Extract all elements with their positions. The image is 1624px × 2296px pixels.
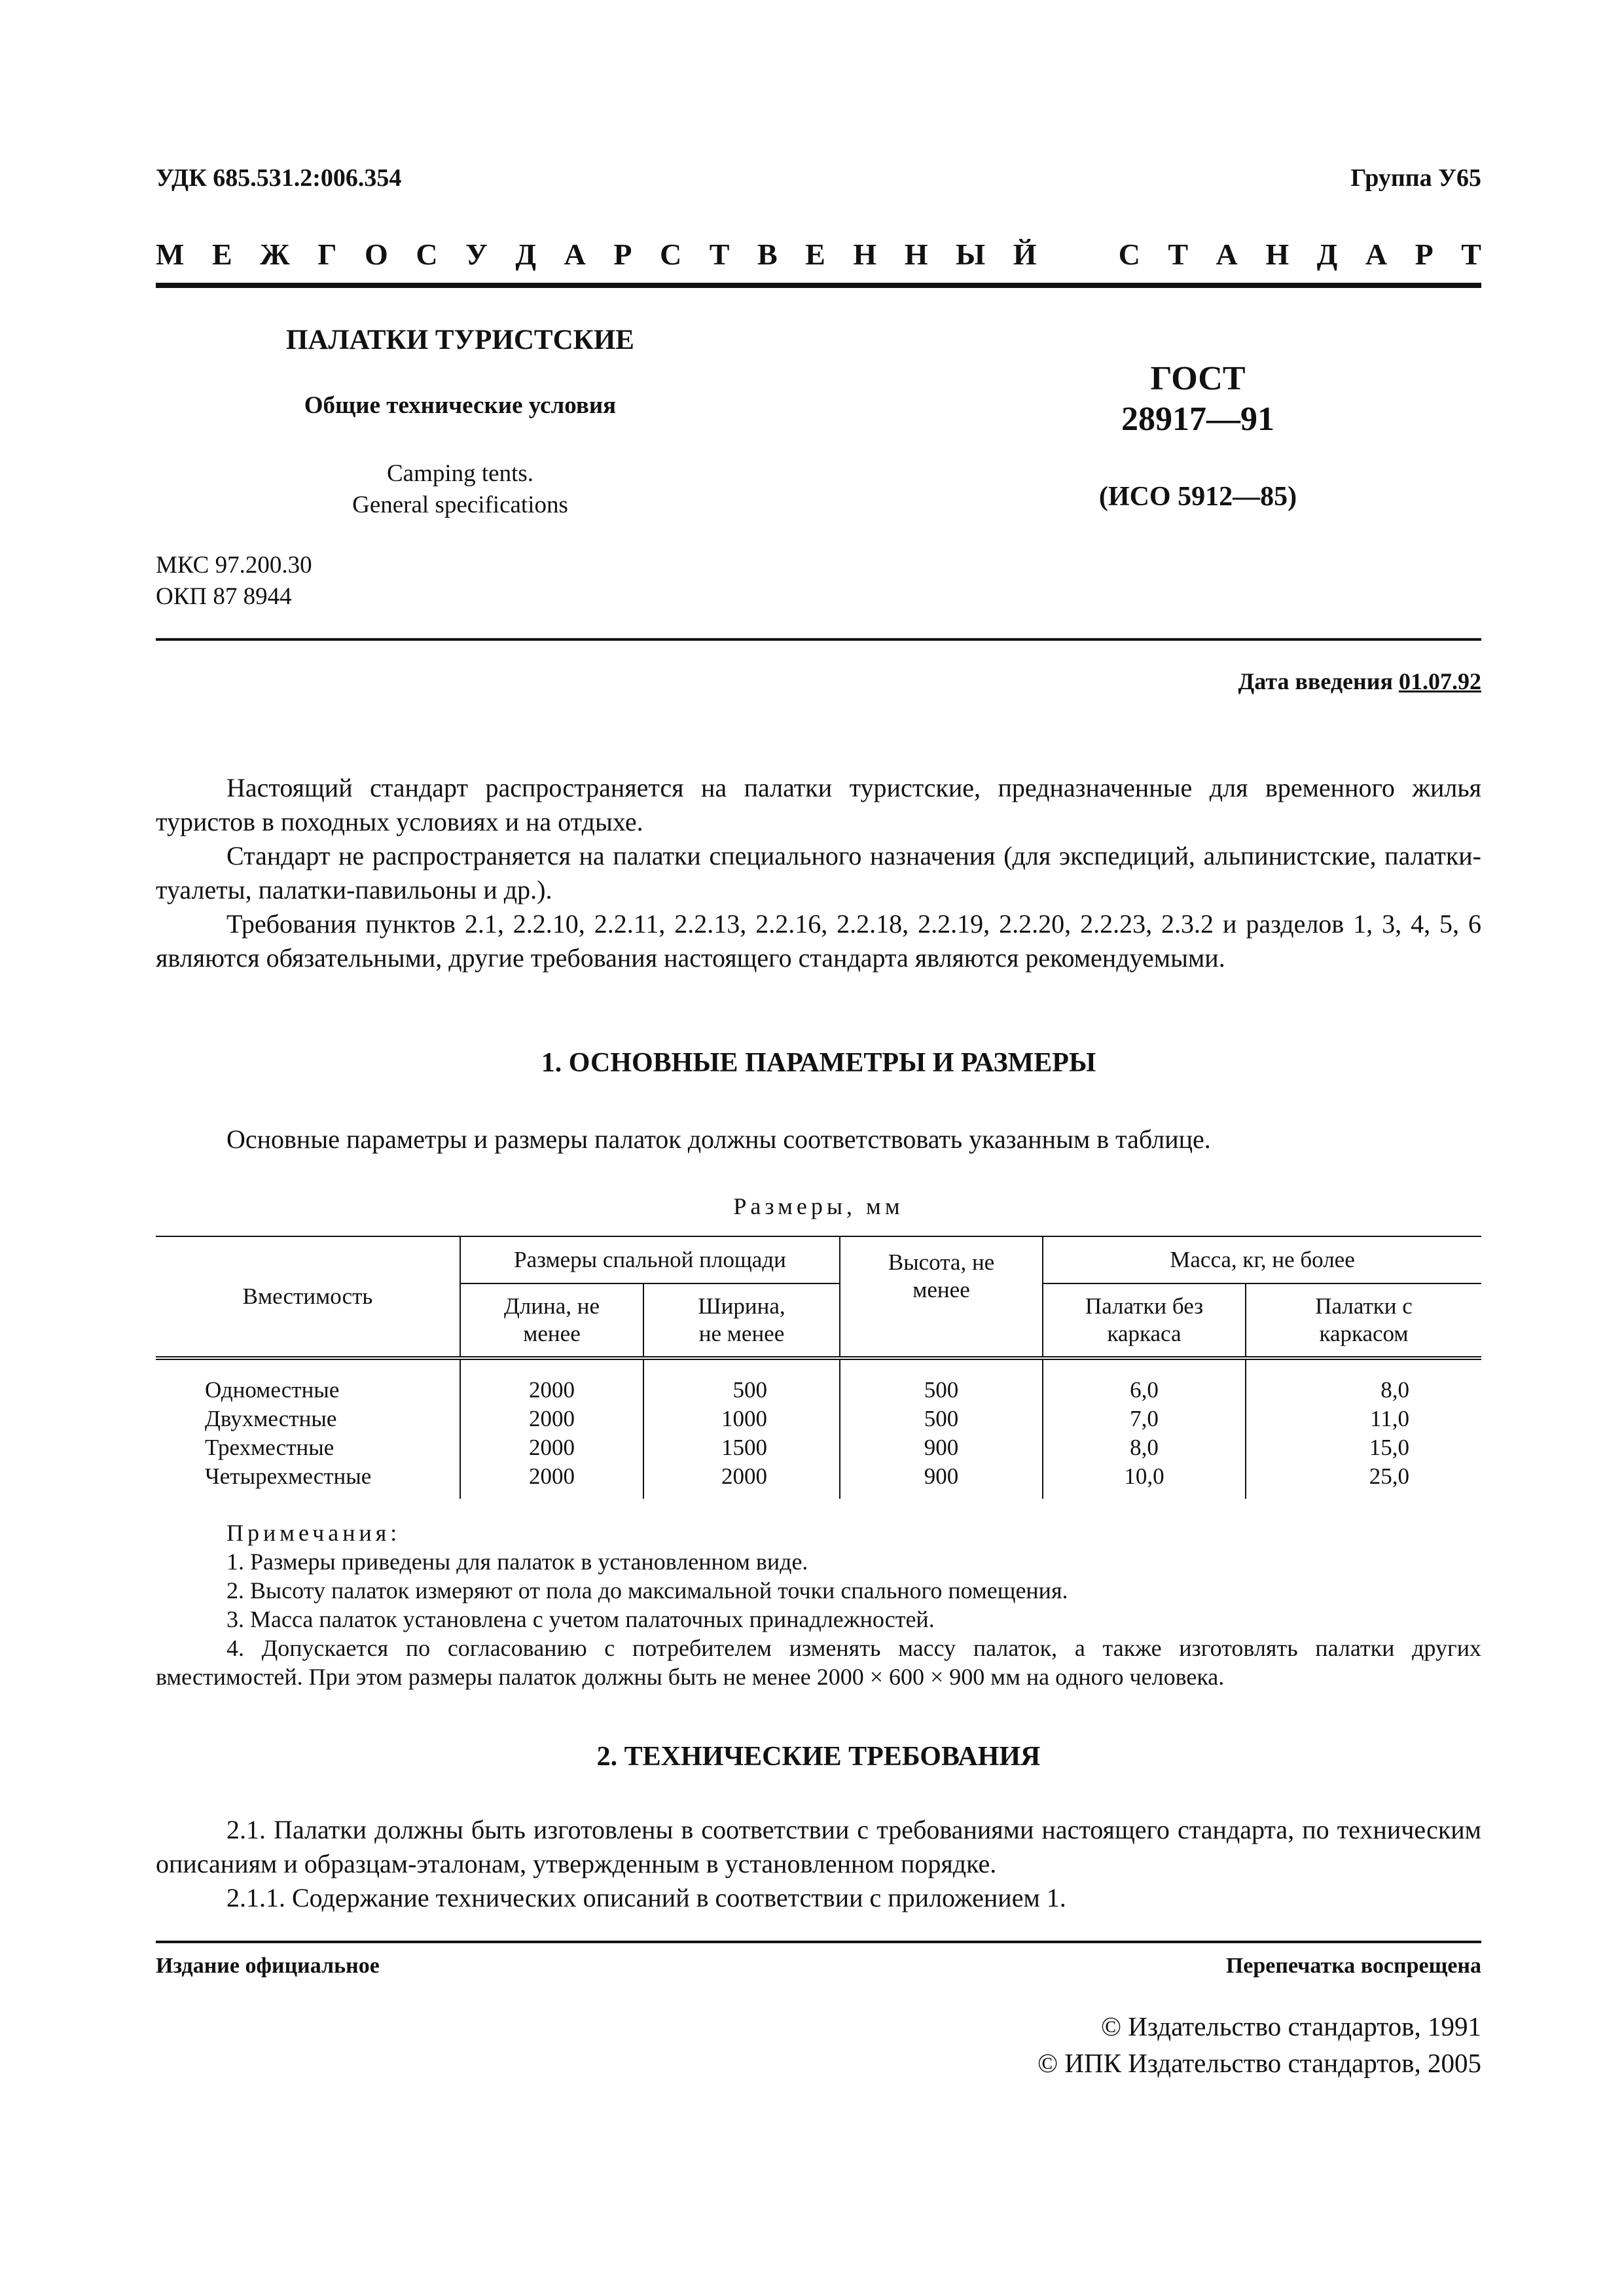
width-cell: 1500 xyxy=(643,1433,840,1462)
dimensions-table xyxy=(156,1236,1481,1499)
table-row xyxy=(156,1358,1481,1405)
standard-type-letter: В xyxy=(757,238,778,271)
standard-type-letter: Ж xyxy=(260,238,290,271)
height-cell: 500 xyxy=(840,1358,1043,1405)
standard-type-letter: Й xyxy=(1013,238,1037,271)
standard-type-letter: А xyxy=(1216,238,1238,271)
intro-date-value: 01.07.92 xyxy=(1399,668,1481,694)
mass-frame-cell: 25,0 xyxy=(1246,1462,1481,1499)
gost-number: 28917—91 xyxy=(1121,401,1274,438)
mass-no-frame-cell: 8,0 xyxy=(1043,1433,1246,1462)
table-caption: Размеры, мм xyxy=(733,1193,904,1219)
standard-type-letter: А xyxy=(564,238,586,271)
section-2-paragraph: 2.1. Палатки должны быть изготовлены в соответствии с требованиями настоящего стандарта, по техническим описаниям и образцам-эталонам, утвержденным в установленном порядке. xyxy=(156,1815,1481,1878)
iso-reference: (ИСО 5912—85) xyxy=(1098,482,1297,512)
section-2-heading: 2. ТЕХНИЧЕСКИЕ ТРЕБОВАНИЯ xyxy=(596,1742,1041,1772)
intro-date-label: Дата введения xyxy=(1238,668,1393,694)
note-item: 2. Высоту палаток измеряют от пола до максимальной точки спального помещения. xyxy=(226,1577,1068,1604)
section-1-heading: 1. ОСНОВНЫЕ ПАРАМЕТРЫ И РАЗМЕРЫ xyxy=(541,1048,1096,1078)
mass-no-frame-cell: 10,0 xyxy=(1043,1462,1246,1499)
note-item: 1. Размеры приведены для палаток в установленном виде. xyxy=(226,1549,808,1575)
standard-type-letter: Н xyxy=(853,238,877,271)
standard-type-letter: У xyxy=(465,238,488,271)
standard-type-letter: Т xyxy=(709,238,730,271)
okp-code: ОКП 87 8944 xyxy=(156,583,292,610)
standard-type-letter: Т xyxy=(1168,238,1189,271)
height-cell: 900 xyxy=(840,1433,1043,1462)
header-frame: Палатки с каркасом xyxy=(1246,1283,1481,1358)
header-height: Высота, не менее xyxy=(840,1236,1043,1358)
mass-frame-cell: 8,0 xyxy=(1246,1358,1481,1405)
header-width: Ширина, не менее xyxy=(643,1283,840,1358)
introduction-date xyxy=(1238,668,1482,695)
standard-type-letter: Д xyxy=(515,238,537,271)
table-row xyxy=(156,1433,1481,1462)
reprint-prohibited-label: Перепечатка воспрещена xyxy=(1225,1954,1481,1978)
group-code: Группа У65 xyxy=(1350,164,1481,192)
copyright-line: © ИПК Издательство стандартов, 2005 xyxy=(1037,2048,1481,2078)
document-subtitle: Общие технические условия xyxy=(304,392,617,419)
table-row xyxy=(156,1462,1481,1499)
standard-type-letter: О xyxy=(365,238,388,271)
standard-type-letter: Д xyxy=(1316,238,1338,271)
standard-type-letter xyxy=(1064,237,1091,272)
length-cell: 2000 xyxy=(460,1405,643,1433)
header-length: Длина, не менее xyxy=(460,1283,643,1358)
title-rule xyxy=(156,638,1481,641)
gost-designation xyxy=(1021,359,1375,440)
title-en-line2: General specifications xyxy=(352,492,568,518)
standard-type-heading xyxy=(156,237,1481,272)
height-cell: 900 xyxy=(840,1462,1043,1499)
mass-no-frame-cell: 6,0 xyxy=(1043,1358,1246,1405)
section-1-text: Основные параметры и размеры палаток должны соответствовать указанным в таблице. xyxy=(226,1124,1211,1154)
intro-paragraph: Требования пунктов 2.1, 2.2.10, 2.2.11, 2.2.13, 2.2.16, 2.2.18, 2.2.19, 2.2.20, 2.2.23, 2.3.2 и разделов 1, 3, 4, 5, 6 являются обязательными, другие требования настоящего стандарта являются рекомендуемыми. xyxy=(156,909,1481,973)
official-edition-label: Издание официальное xyxy=(156,1954,380,1978)
standard-type-letter: Г xyxy=(317,238,337,271)
copyright-block xyxy=(1038,2008,1481,2081)
length-cell: 2000 xyxy=(460,1433,643,1462)
header-capacity: Вместимость xyxy=(156,1236,460,1358)
length-cell: 2000 xyxy=(460,1358,643,1405)
standard-type-letter: Ы xyxy=(956,238,986,271)
standard-type-letter: Р xyxy=(613,238,632,271)
note-item: 4. Допускается по согласованию с потребителем изменять массу палаток, а также изготовлять палатки других вместимостей. При этом размеры палаток должны быть не менее 2000 × 600 × 900 мм на одного человека. xyxy=(156,1635,1481,1690)
standard-type-letter: Е xyxy=(805,238,825,271)
classification-codes xyxy=(156,550,312,613)
standard-type-letter: С xyxy=(416,238,438,271)
header-mass: Масса, кг, не более xyxy=(1043,1236,1481,1283)
capacity-cell: Четырехместные xyxy=(156,1462,460,1499)
notes-title: Примечания: xyxy=(226,1520,401,1546)
document-title: ПАЛАТКИ ТУРИСТСКИЕ xyxy=(286,325,634,355)
height-cell: 500 xyxy=(840,1405,1043,1433)
note-item: 3. Масса палаток установлена с учетом палаточных принадлежностей. xyxy=(226,1606,935,1632)
document-title-english xyxy=(156,458,765,521)
standard-type-letter: М xyxy=(156,238,185,271)
mass-no-frame-cell: 7,0 xyxy=(1043,1405,1246,1433)
capacity-cell: Трехместные xyxy=(156,1433,460,1462)
length-cell: 2000 xyxy=(460,1462,643,1499)
title-en-line1: Camping tents. xyxy=(386,460,534,487)
table-row xyxy=(156,1405,1481,1433)
capacity-cell: Одноместные xyxy=(156,1358,460,1405)
gost-label: ГОСТ xyxy=(1150,360,1246,397)
width-cell: 500 xyxy=(643,1358,840,1405)
header-sleep-area: Размеры спальной площади xyxy=(460,1236,840,1283)
standard-type-letter: Н xyxy=(904,238,928,271)
mks-code: МКС 97.200.30 xyxy=(156,552,312,579)
intro-paragraph: Стандарт не распространяется на палатки специального назначения (для экспедиций, альпинистские, палатки-туалеты, палатки-павильоны и др.). xyxy=(156,841,1481,905)
footer-rule xyxy=(156,1941,1481,1943)
standard-type-letter: С xyxy=(1118,238,1140,271)
standard-type-letter: С xyxy=(659,238,682,271)
header-no-frame: Палатки без каркаса xyxy=(1043,1283,1246,1358)
table-notes xyxy=(156,1518,1481,1691)
udc-code: УДК 685.531.2:006.354 xyxy=(156,164,402,192)
standard-type-letter: Т xyxy=(1461,238,1481,271)
mass-frame-cell: 15,0 xyxy=(1246,1433,1481,1462)
width-cell: 2000 xyxy=(643,1462,840,1499)
standard-type-letter: Н xyxy=(1265,238,1290,271)
capacity-cell: Двухместные xyxy=(156,1405,460,1433)
standard-type-letter: А xyxy=(1365,238,1388,271)
intro-paragraph: Настоящий стандарт распространяется на палатки туристские, предназначенные для временного жилья туристов в походных условиях и на отдыхе. xyxy=(156,773,1481,836)
copyright-line: © Издательство стандартов, 1991 xyxy=(1100,2011,1481,2041)
width-cell: 1000 xyxy=(643,1405,840,1433)
standard-type-letter: Р xyxy=(1415,238,1434,271)
section-2-paragraph: 2.1.1. Содержание технических описаний в соответствии с приложением 1. xyxy=(226,1883,1066,1912)
top-rule xyxy=(156,283,1481,288)
mass-frame-cell: 11,0 xyxy=(1246,1405,1481,1433)
standard-type-letter: Е xyxy=(211,238,232,271)
